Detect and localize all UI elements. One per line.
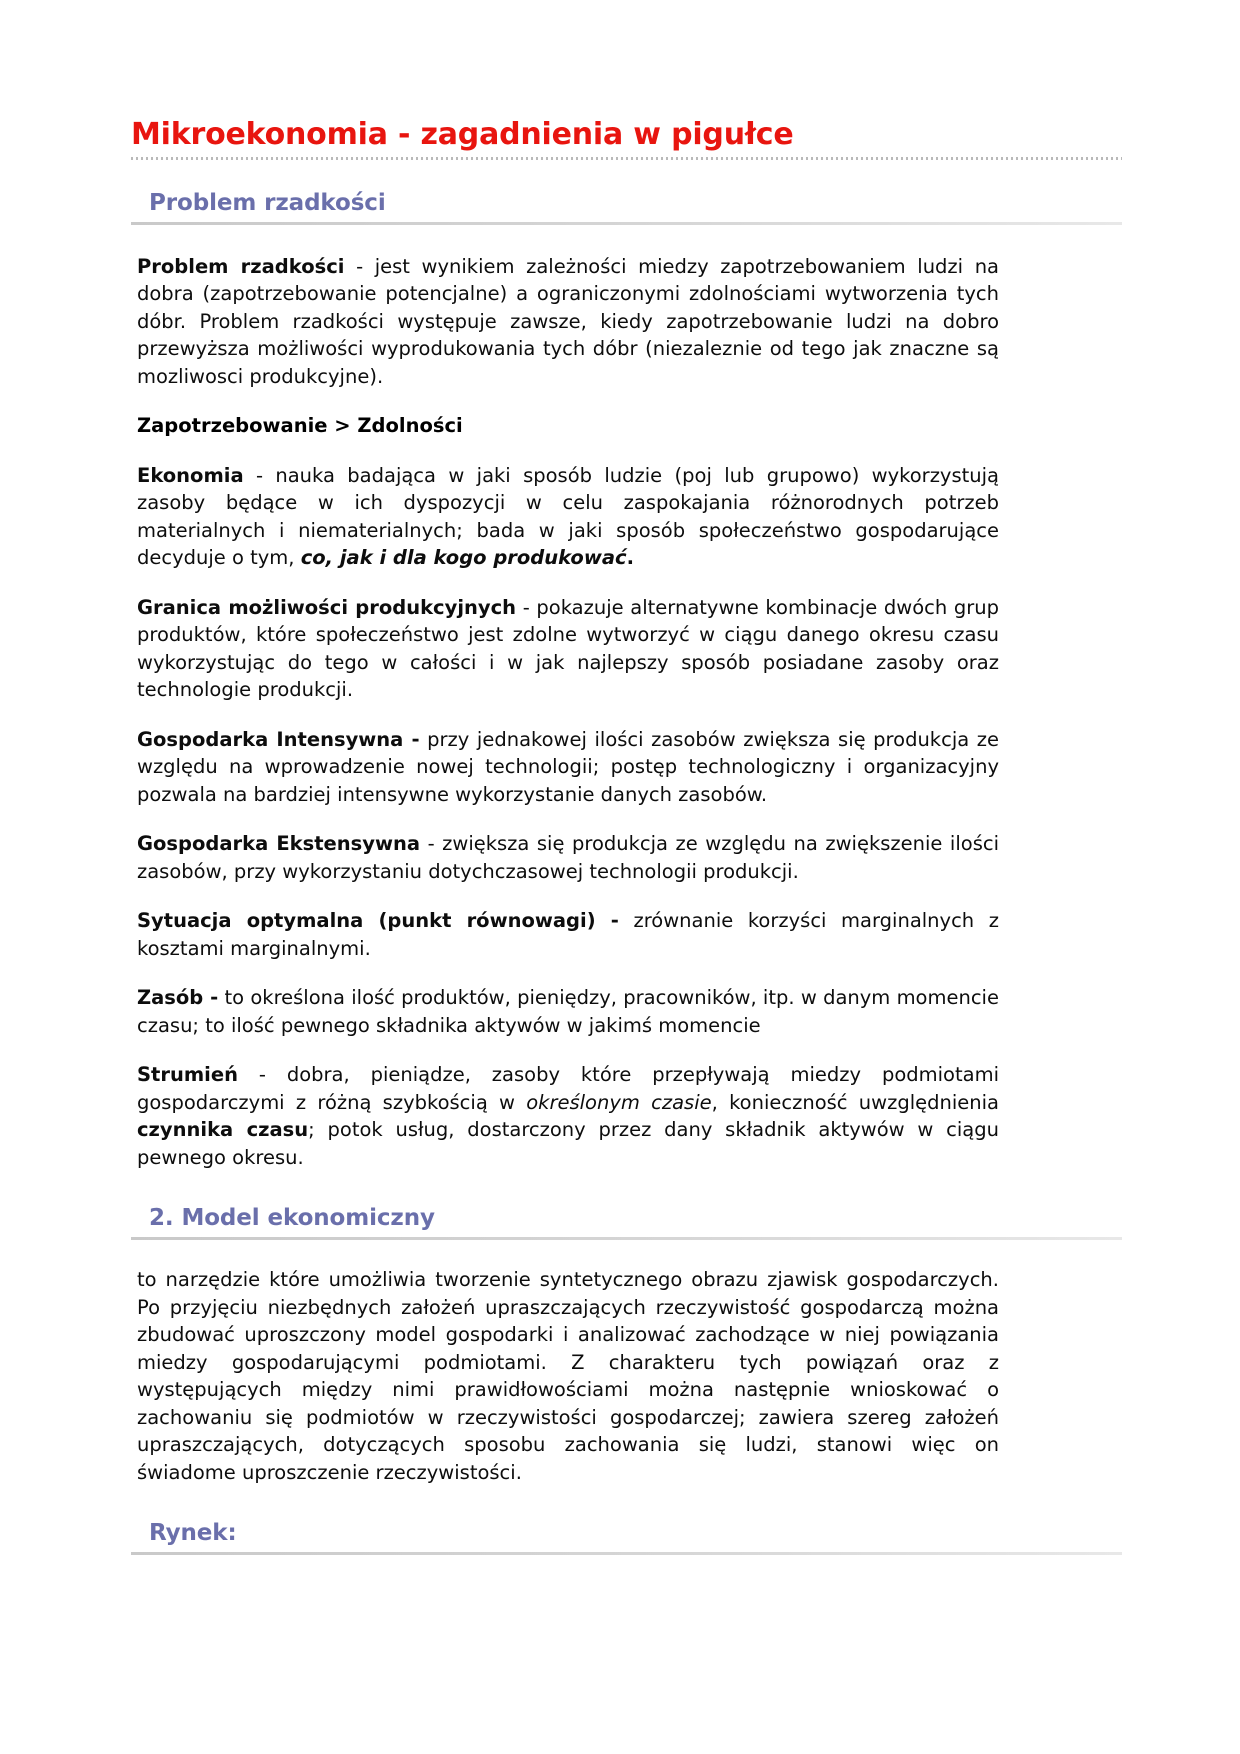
section-rynek [131, 1520, 1122, 1555]
paragraph-text: - pokazuje alternatywne kombinacje dwóch grup produktów, które społeczeństwo jest zdolne wytworzyć w ciągu danego okresu czasu wykorzystując do tego w całości i w jak najlepszy sposób posiadane zasoby oraz technologie produkcji. [137, 595, 999, 701]
section-body-model-ekonomiczny [137, 1266, 999, 1486]
paragraph-zasob [137, 984, 999, 1039]
paragraph-text: to określona ilość produktów, pieniędzy, pracowników, itp. w danym momencie czasu; to ilość pewnego składnika aktywów w jakimś momencie [137, 986, 999, 1037]
section-divider [131, 1237, 1122, 1240]
paragraph-text-2: , konieczność uwzględnienia [711, 1090, 999, 1114]
section-problem-rzadkosci [131, 190, 1122, 1172]
paragraph-sytuacja-optymalna [137, 907, 999, 962]
paragraph-problem-rzadkosci [137, 253, 999, 391]
paragraph-text: - zwiększa się produkcja ze względu na zwiększenie ilości zasobów, przy wykorzystaniu dotychczasowej technologii produkcji. [137, 832, 999, 883]
paragraph-text-3: ; potok usług, dostarczony przez dany składnik aktywów w ciągu pewnego okresu. [137, 1118, 999, 1169]
section-heading-rynek: Rynek: [149, 1520, 237, 1546]
emphasis-okreslonym-czasie: określonym czasie [526, 1090, 712, 1114]
section-divider [131, 222, 1122, 225]
term-ekonomia: Ekonomia [137, 463, 244, 487]
paragraph-text: - jest wynikiem zależności miedzy zapotrzebowaniem ludzi na dobra (zapotrzebowanie potencjalne) a ograniczonymi zdolnościami wytworzenia tych dóbr. Problem rzadkości występuje zawsze, kiedy zapotrzebowanie ludzi na dobro przewyższa możliwości wyprodukowania tych dóbr (niezaleznie od tego jak znaczne są mozliwosci produkcyjne). [137, 254, 999, 388]
term-zasob: Zasób - [137, 986, 219, 1009]
statement-zapotrzebowanie-zdolnosci: Zapotrzebowanie > Zdolności [137, 414, 463, 437]
page-title: Mikroekonomia - zagadnienia w pigułce [131, 117, 794, 152]
section-heading-model-ekonomiczny: 2. Model ekonomiczny [149, 1205, 435, 1231]
title-divider [131, 157, 1122, 160]
emphasis-co-jak-dla-kogo: co, jak i dla kogo produkować [300, 546, 627, 569]
section-heading-problem-rzadkosci: Problem rzadkości [149, 189, 386, 216]
term-gospodarka-ekstensywna: Gospodarka Ekstensywna [137, 832, 421, 855]
term-sytuacja-optymalna: Sytuacja optymalna (punkt równowagi) - [137, 909, 619, 932]
paragraph-gospodarka-intensywna [137, 726, 999, 809]
section-body-problem-rzadkosci [137, 253, 999, 1172]
paragraph-text: - nauka badająca w jaki sposób ludzie (poj lub grupowo) wykorzystują zasoby będące w ich dyspozycji w celu zaspokajania różnorodnych potrzeb materialnych i niematerialnych; bada w jaki sposób społeczeństwo gospodarujące decyduje o tym, [137, 463, 999, 569]
paragraph-tail: . [626, 546, 634, 569]
term-strumien: Strumień [137, 1063, 238, 1086]
term-granica-mozliwosci: Granica możliwości produkcyjnych [137, 595, 517, 619]
term-czynnika-czasu: czynnika czasu [137, 1118, 309, 1141]
paragraph-text-1: - dobra, pieniądze, zasoby które przepływają miedzy podmiotami gospodarczymi z różną szybkością w [137, 1063, 999, 1114]
paragraph-granica-mozliwosci [137, 594, 999, 704]
section-divider [131, 1552, 1122, 1555]
paragraph-model-ekonomiczny: to narzędzie które umożliwia tworzenie syntetycznego obrazu zjawisk gospodarczych. Po przyjęciu niezbędnych założeń upraszczających rzeczywistość gospodarczą można zbudować uproszczony model gospodarki i analizować zachodzące w niej powiązania miedzy gospodarującymi podmiotami. Z charakteru tych powiązań oraz z występujących między nimi prawidłowościami można następnie wnioskować o zachowaniu się podmiotów w rzeczywistości gospodarczej; zawiera szereg założeń upraszczających, dotyczących sposobu zachowania się ludzi, stanowi więc on świadome uproszczenie rzeczywistości. [137, 1268, 999, 1484]
paragraph-gospodarka-ekstensywna [137, 830, 999, 885]
paragraph-ekonomia [137, 462, 999, 572]
term-gospodarka-intensywna: Gospodarka Intensywna - [137, 727, 420, 751]
paragraph-text: przy jednakowej ilości zasobów zwiększa się produkcja ze względu na wprowadzenie nowej technologii; postęp technologiczny i organizacyjny pozwala na bardziej intensywne wykorzystanie danych zasobów. [137, 727, 999, 806]
section-model-ekonomiczny [131, 1205, 1122, 1486]
term-problem-rzadkosci: Problem rzadkości [137, 254, 345, 278]
paragraph-text: zrównanie korzyści marginalnych z kosztami marginalnymi. [137, 909, 999, 960]
paragraph-strumien [137, 1061, 999, 1171]
